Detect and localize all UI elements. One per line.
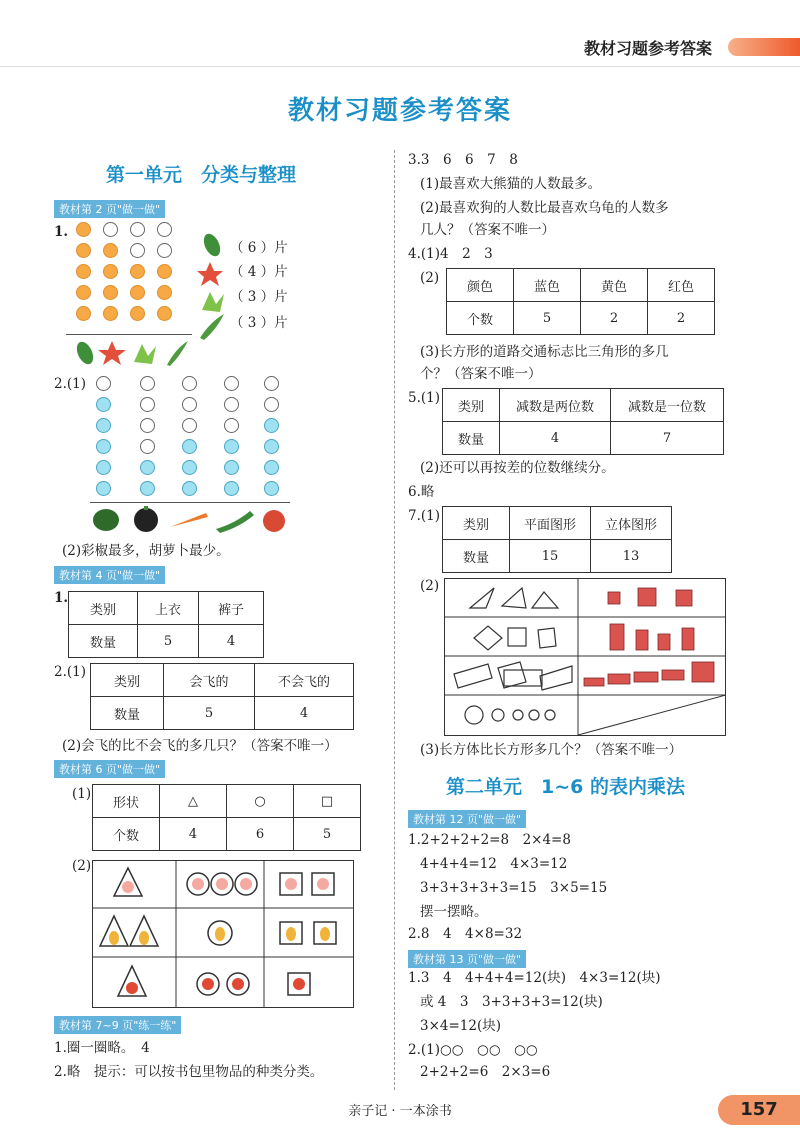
p12-line-3: 3+3+3+3+3=15 3×5=15 bbox=[420, 880, 608, 896]
q7-part-2: (2) bbox=[420, 578, 440, 594]
q7-shape-grid bbox=[444, 578, 726, 736]
p4-q2-number: 2.(1) bbox=[54, 664, 87, 680]
q3-answer-1: (1)最喜欢大熊猫的人数最多。 bbox=[420, 176, 602, 192]
q5-answer-2: (2)还可以再按差的位数继续分。 bbox=[420, 460, 615, 476]
tag-page-6: 教材第 6 页"做一做" bbox=[54, 760, 165, 778]
p12-line-2: 4+4+4=12 4×3=12 bbox=[420, 856, 568, 872]
page-title: 教材习题参考答案 bbox=[287, 96, 512, 126]
tag-page-4: 教材第 4 页"做一做" bbox=[54, 566, 165, 584]
q4-answer-3b: 个？（答案不唯一） bbox=[420, 366, 542, 382]
p6-q1-number: (1) bbox=[72, 786, 92, 802]
p12-line-1: 1.2+2+2+2=8 2×4=8 bbox=[408, 832, 571, 848]
q7-answer-3: (3)长方体比长方形多几个？（答案不唯一） bbox=[420, 742, 683, 758]
q2-number: 2.(1) bbox=[54, 376, 87, 392]
header-decoration bbox=[728, 38, 800, 56]
tag-page-13: 教材第 13 页"做一做" bbox=[408, 950, 526, 968]
q6-answer: 6.略 bbox=[408, 484, 435, 500]
q1-leaf-icons bbox=[72, 338, 190, 368]
p79-answer-1: 1.圈一圈略。 4 bbox=[54, 1040, 150, 1056]
footer-brand: 亲子记 · 一本涂书 bbox=[348, 1104, 452, 1119]
q2-vegetable-icons bbox=[90, 505, 290, 535]
q3-answer-2b: 几人？（答案不唯一） bbox=[420, 222, 555, 238]
q1-count-2: （ 4 ）片 bbox=[230, 264, 288, 280]
p4-q1-number: 1. bbox=[54, 590, 69, 606]
header-divider bbox=[0, 66, 800, 67]
q4-answer-3a: (3)长方形的道路交通标志比三角形的多几 bbox=[420, 344, 669, 360]
q1-baseline bbox=[66, 334, 192, 335]
q3-answer-2a: (2)最喜欢狗的人数比最喜欢乌龟的人数多 bbox=[420, 200, 669, 216]
q4-part-2: (2) bbox=[420, 270, 440, 286]
p13-line-2: 或 4 3 3+3+3+3=12(块) bbox=[420, 994, 603, 1010]
q2-circle-chart bbox=[96, 376, 286, 501]
q3-answer: 3.3 6 6 7 8 bbox=[408, 152, 518, 168]
column-divider bbox=[394, 150, 395, 1090]
tag-page-7-9: 教材第 7~9 页"练一练" bbox=[54, 1016, 181, 1034]
tag-page-2: 教材第 2 页"做一做" bbox=[54, 200, 165, 218]
unit2-title: 第二单元 1~6 的表内乘法 bbox=[446, 776, 685, 798]
unit1-title: 第一单元 分类与整理 bbox=[106, 164, 297, 186]
q1-circle-chart bbox=[76, 222, 186, 332]
p13-line-5: 2+2+2=6 2×3=6 bbox=[420, 1064, 551, 1080]
q5-table: 类别 减数是两位数 减数是一位数 数量 4 7 bbox=[442, 388, 724, 455]
page-number: 157 bbox=[718, 1095, 800, 1125]
p4-q2-answer: (2)会飞的比不会飞的多几只？（答案不唯一） bbox=[62, 738, 338, 754]
q1-leaf-legend-icons bbox=[196, 230, 228, 340]
q2-answer-2: (2)彩椒最多，胡萝卜最少。 bbox=[62, 543, 230, 559]
p13-line-3: 3×4=12(块) bbox=[420, 1018, 502, 1034]
q1-count-1: （ 6 ）片 bbox=[230, 240, 288, 256]
p6-classification-grid bbox=[92, 860, 354, 1008]
p13-line-1: 1.3 4 4+4+4=12(块) 4×3=12(块) bbox=[408, 970, 661, 986]
q7-table: 类别 平面图形 立体图形 数量 15 13 bbox=[442, 506, 672, 573]
header-title: 教材习题参考答案 bbox=[583, 39, 712, 58]
tag-page-12: 教材第 12 页"做一做" bbox=[408, 810, 526, 828]
q1-number: 1. bbox=[54, 224, 69, 240]
p6-q2-number: (2) bbox=[72, 858, 92, 874]
q4-color-table: 颜色 蓝色 黄色 红色 个数 5 2 2 bbox=[446, 268, 715, 335]
q4-answer: 4.(1)4 2 3 bbox=[408, 246, 493, 262]
p4-table-2: 类别 会飞的 不会飞的 数量 5 4 bbox=[90, 663, 354, 730]
q2-baseline bbox=[90, 502, 290, 503]
q5-number: 5.(1) bbox=[408, 390, 441, 406]
p4-table-1: 类别 上衣 裤子 数量 5 4 bbox=[68, 591, 264, 658]
p12-line-4: 摆一摆略。 bbox=[420, 904, 488, 920]
q1-count-4: （ 3 ）片 bbox=[230, 315, 288, 331]
q7-number: 7.(1) bbox=[408, 508, 441, 524]
q1-count-3: （ 3 ）片 bbox=[230, 289, 288, 305]
p13-line-4: 2.(1)○○ ○○ ○○ bbox=[408, 1042, 538, 1058]
p12-line-5: 2.8 4 4×8=32 bbox=[408, 926, 523, 942]
p79-answer-2: 2.略 提示：可以按书包里物品的种类分类。 bbox=[54, 1064, 324, 1080]
p6-shape-table: 形状 △ ○ □ 个数 4 6 5 bbox=[92, 784, 361, 851]
